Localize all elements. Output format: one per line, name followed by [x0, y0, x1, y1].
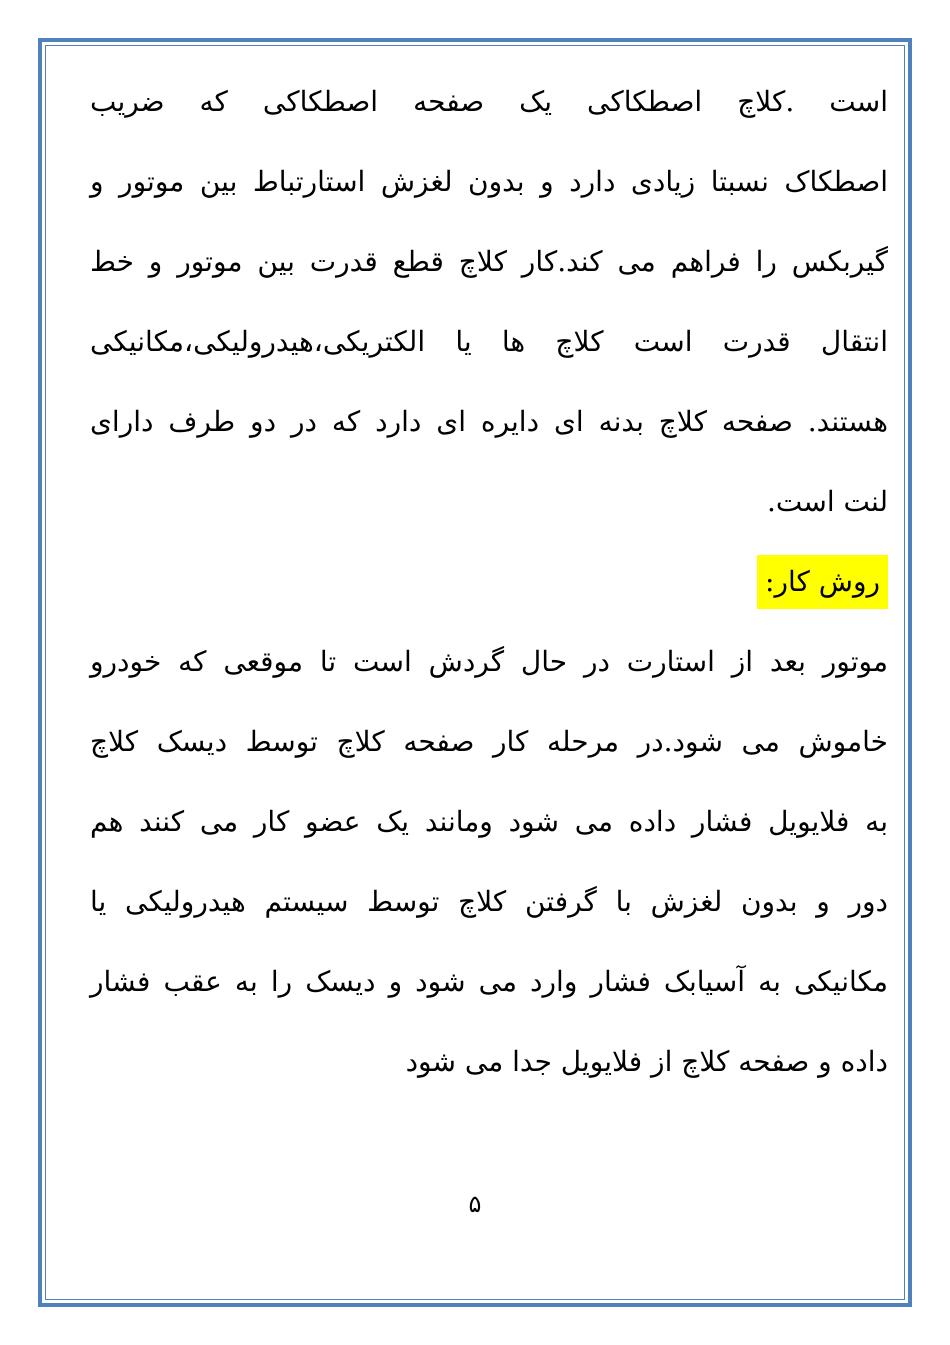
document-body — [90, 62, 888, 1102]
section-heading-row — [90, 542, 888, 622]
page-number: ۵ — [468, 1190, 482, 1218]
section-heading: روش کار: — [757, 555, 888, 609]
paragraph-line: هستند. صفحه کلاچ بدنه ای دایره ای دارد که در دو طرف دارای — [90, 405, 888, 438]
paragraph-line: داده و صفحه کلاچ از فلایویل جدا می شود — [405, 1045, 888, 1078]
paragraph-line: است .کلاچ اصطکاکی یک صفحه اصطکاکی که ضریب — [90, 85, 888, 118]
paragraph-line: دور و بدون لغزش با گرفتن کلاچ توسط سیستم هیدرولیکی یا — [90, 885, 888, 918]
paragraph-line: گیربکس را فراهم می کند.کار کلاچ قطع قدرت بین موتور و خط — [90, 245, 888, 278]
paragraph-line: انتقال قدرت است کلاچ ها یا الکتریکی،هیدرولیکی،مکانیکی — [90, 325, 888, 358]
paragraph-line: اصطکاک نسبتا زیادی دارد و بدون لغزش استارتباط بین موتور و — [90, 165, 888, 198]
paragraph-line: موتور بعد از استارت در حال گردش است تا موقعی که خودرو — [90, 645, 888, 678]
paragraph-line: لنت است. — [766, 485, 888, 518]
paragraph-line: مکانیکی به آسیابک فشار وارد می شود و دیسک را به عقب فشار — [90, 965, 888, 998]
paragraph-line: به فلایویل فشار داده می شود ومانند یک عضو کار می کنند هم — [90, 805, 888, 838]
paragraph-line: خاموش می شود.در مرحله کار صفحه کلاچ توسط دیسک کلاچ — [90, 725, 888, 758]
